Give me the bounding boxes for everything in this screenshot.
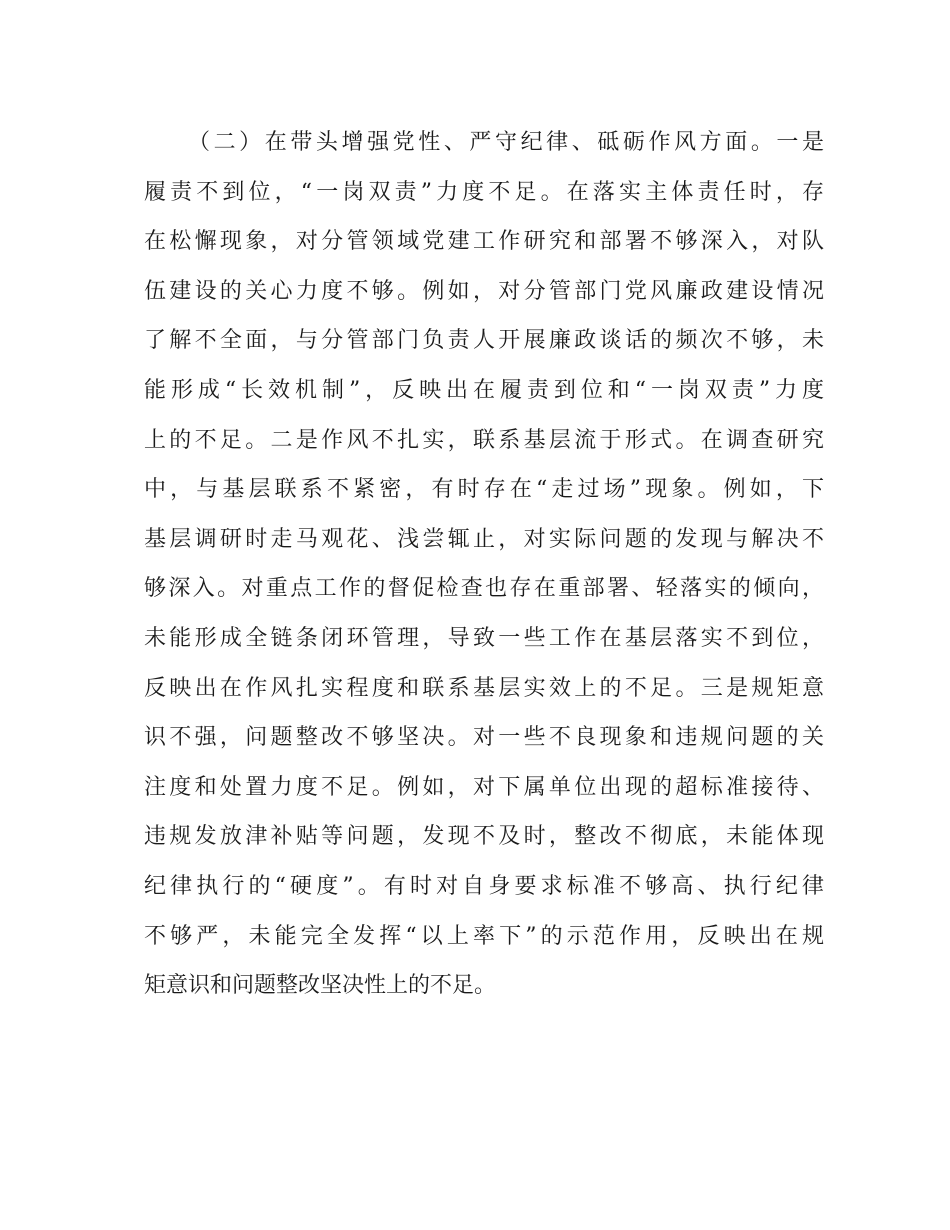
paragraph-line: 矩意识和问题整改坚决性上的不足。 bbox=[144, 973, 497, 999]
paragraph-line: 上的不足。二是作风不扎实，联系基层流于形式。在调查研究 bbox=[144, 427, 824, 453]
paragraph-line: 履责不到位，“一岗双责”力度不足。在落实主体责任时，存 bbox=[144, 179, 824, 205]
paragraph-line: 在松懈现象，对分管领域党建工作研究和部署不够深入，对队 bbox=[144, 229, 824, 255]
paragraph-line: 了解不全面，与分管部门负责人开展廉政谈话的频次不够，未 bbox=[144, 328, 824, 354]
paragraph-line: 识不强，问题整改不够坚决。对一些不良现象和违规问题的关 bbox=[144, 725, 824, 751]
paragraph bbox=[144, 118, 824, 1011]
paragraph-line: 不够严，未能完全发挥“以上率下”的示范作用，反映出在规 bbox=[144, 923, 824, 949]
paragraph-line: 注度和处置力度不足。例如，对下属单位出现的超标准接待、 bbox=[144, 774, 824, 800]
paragraph-line: 伍建设的关心力度不够。例如，对分管部门党风廉政建设情况 bbox=[144, 278, 824, 304]
paragraph-line: 能形成“长效机制”，反映出在履责到位和“一岗双责”力度 bbox=[144, 377, 824, 403]
paragraph-line: 纪律执行的“硬度”。有时对自身要求标准不够高、执行纪律 bbox=[144, 873, 824, 899]
paragraph-line: 够深入。对重点工作的督促检查也存在重部署、轻落实的倾向， bbox=[144, 576, 824, 602]
paragraph-line: （二）在带头增强党性、严守纪律、砥砺作风方面。一是 bbox=[188, 130, 824, 155]
paragraph-line: 中，与基层联系不紧密，有时存在“走过场”现象。例如，下 bbox=[144, 477, 824, 503]
paragraph-line: 违规发放津补贴等问题，发现不及时，整改不彻底，未能体现 bbox=[144, 824, 824, 850]
paragraph-line: 基层调研时走马观花、浅尝辄止，对实际问题的发现与解决不 bbox=[144, 526, 824, 552]
paragraph-line: 未能形成全链条闭环管理，导致一些工作在基层落实不到位， bbox=[144, 625, 824, 651]
paragraph-line: 反映出在作风扎实程度和联系基层实效上的不足。三是规矩意 bbox=[144, 675, 824, 701]
